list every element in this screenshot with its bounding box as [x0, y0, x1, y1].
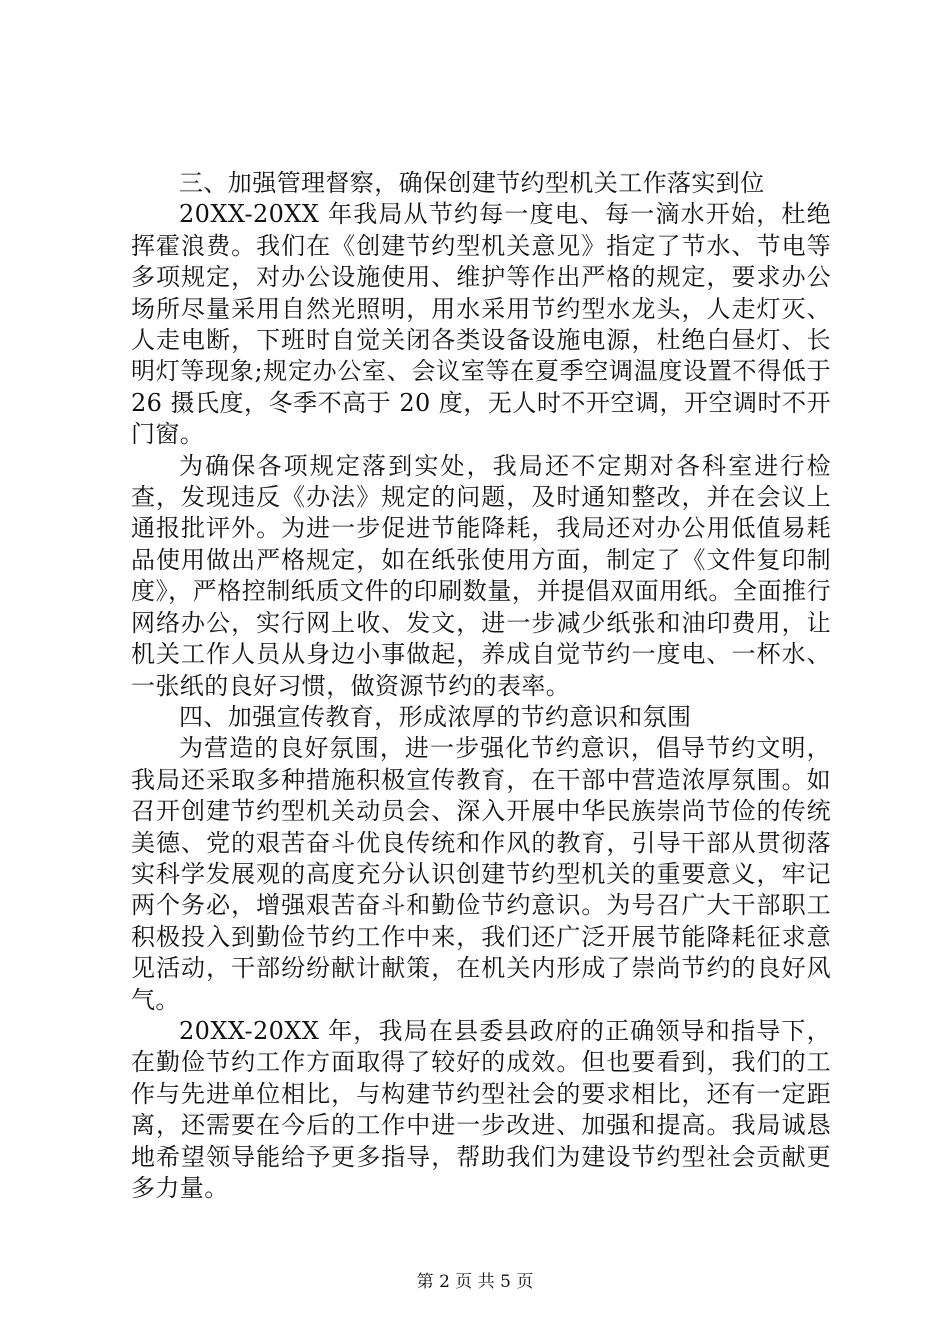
paragraph-2: 为确保各项规定落到实处，我局还不定期对各科室进行检查，发现违反《办法》规定的问题，及时通知整改，并在会议上通报批评外。为进一步促进节能降耗，我局还对办公用低值易耗品使用做出严格规定，如在纸张使用方面，制定了《文件复印制度》，严格控制纸质文件的印刷数量，并提倡双面用纸。全面推行网络办公，实行网上收、发文，进一步减少纸张和油印费用，让机关工作人员从身边小事做起，养成自觉节约一度电、一杯水、一张纸的良好习惯，做资源节约的表率。	[131, 451, 831, 700]
document-body	[131, 168, 831, 1204]
section-heading-4: 四、加强宣传教育，形成浓厚的节约意识和氛围	[179, 702, 692, 731]
page-number-footer: 第 2 页 共 5 页	[416, 1272, 534, 1292]
paragraph-4: 20XX-20XX 年，我局在县委县政府的正确领导和指导下，在勤俭节约工作方面取得了较好的成效。但也要看到，我们的工作与先进单位相比，与构建节约型社会的要求相比，还有一定距离，还需要在今后的工作中进一步改进、加强和提高。我局诚恳地希望领导能给予更多指导，帮助我们为建设节约型社会贡献更多力量。	[131, 1016, 831, 1202]
paragraph-3: 为营造的良好氛围，进一步强化节约意识，倡导节约文明，我局还采取多种措施积极宣传教育，在干部中营造浓厚氛围。如召开创建节约型机关动员会、深入开展中华民族崇尚节俭的传统美德、党的艰苦奋斗优良传统和作风的教育，引导干部从贯彻落实科学发展观的高度充分认识创建节约型机关的重要意义，牢记两个务必，增强艰苦奋斗和勤俭节约意识。为号召广大干部职工积极投入到勤俭节约工作中来，我们还广泛开展节能降耗征求意见活动，干部纷纷献计献策，在机关内形成了崇尚节约的良好风气。	[131, 734, 831, 1014]
paragraph-1: 20XX-20XX 年我局从节约每一度电、每一滴水开始，杜绝挥霍浪费。我们在《创建节约型机关意见》指定了节水、节电等多项规定，对办公设施使用、维护等作出严格的规定，要求办公场所尽量采用自然光照明，用水采用节约型水龙头，人走灯灭、人走电断，下班时自觉关闭各类设备设施电源，杜绝白昼灯、长明灯等现象;规定办公室、会议室等在夏季空调温度设置不得低于 26 摄氏度，冬季不高于 20 度，无人时不开空调，开空调时不开门窗。	[131, 200, 831, 449]
section-heading-3: 三、加强管理督察，确保创建节约型机关工作落实到位	[179, 169, 765, 197]
